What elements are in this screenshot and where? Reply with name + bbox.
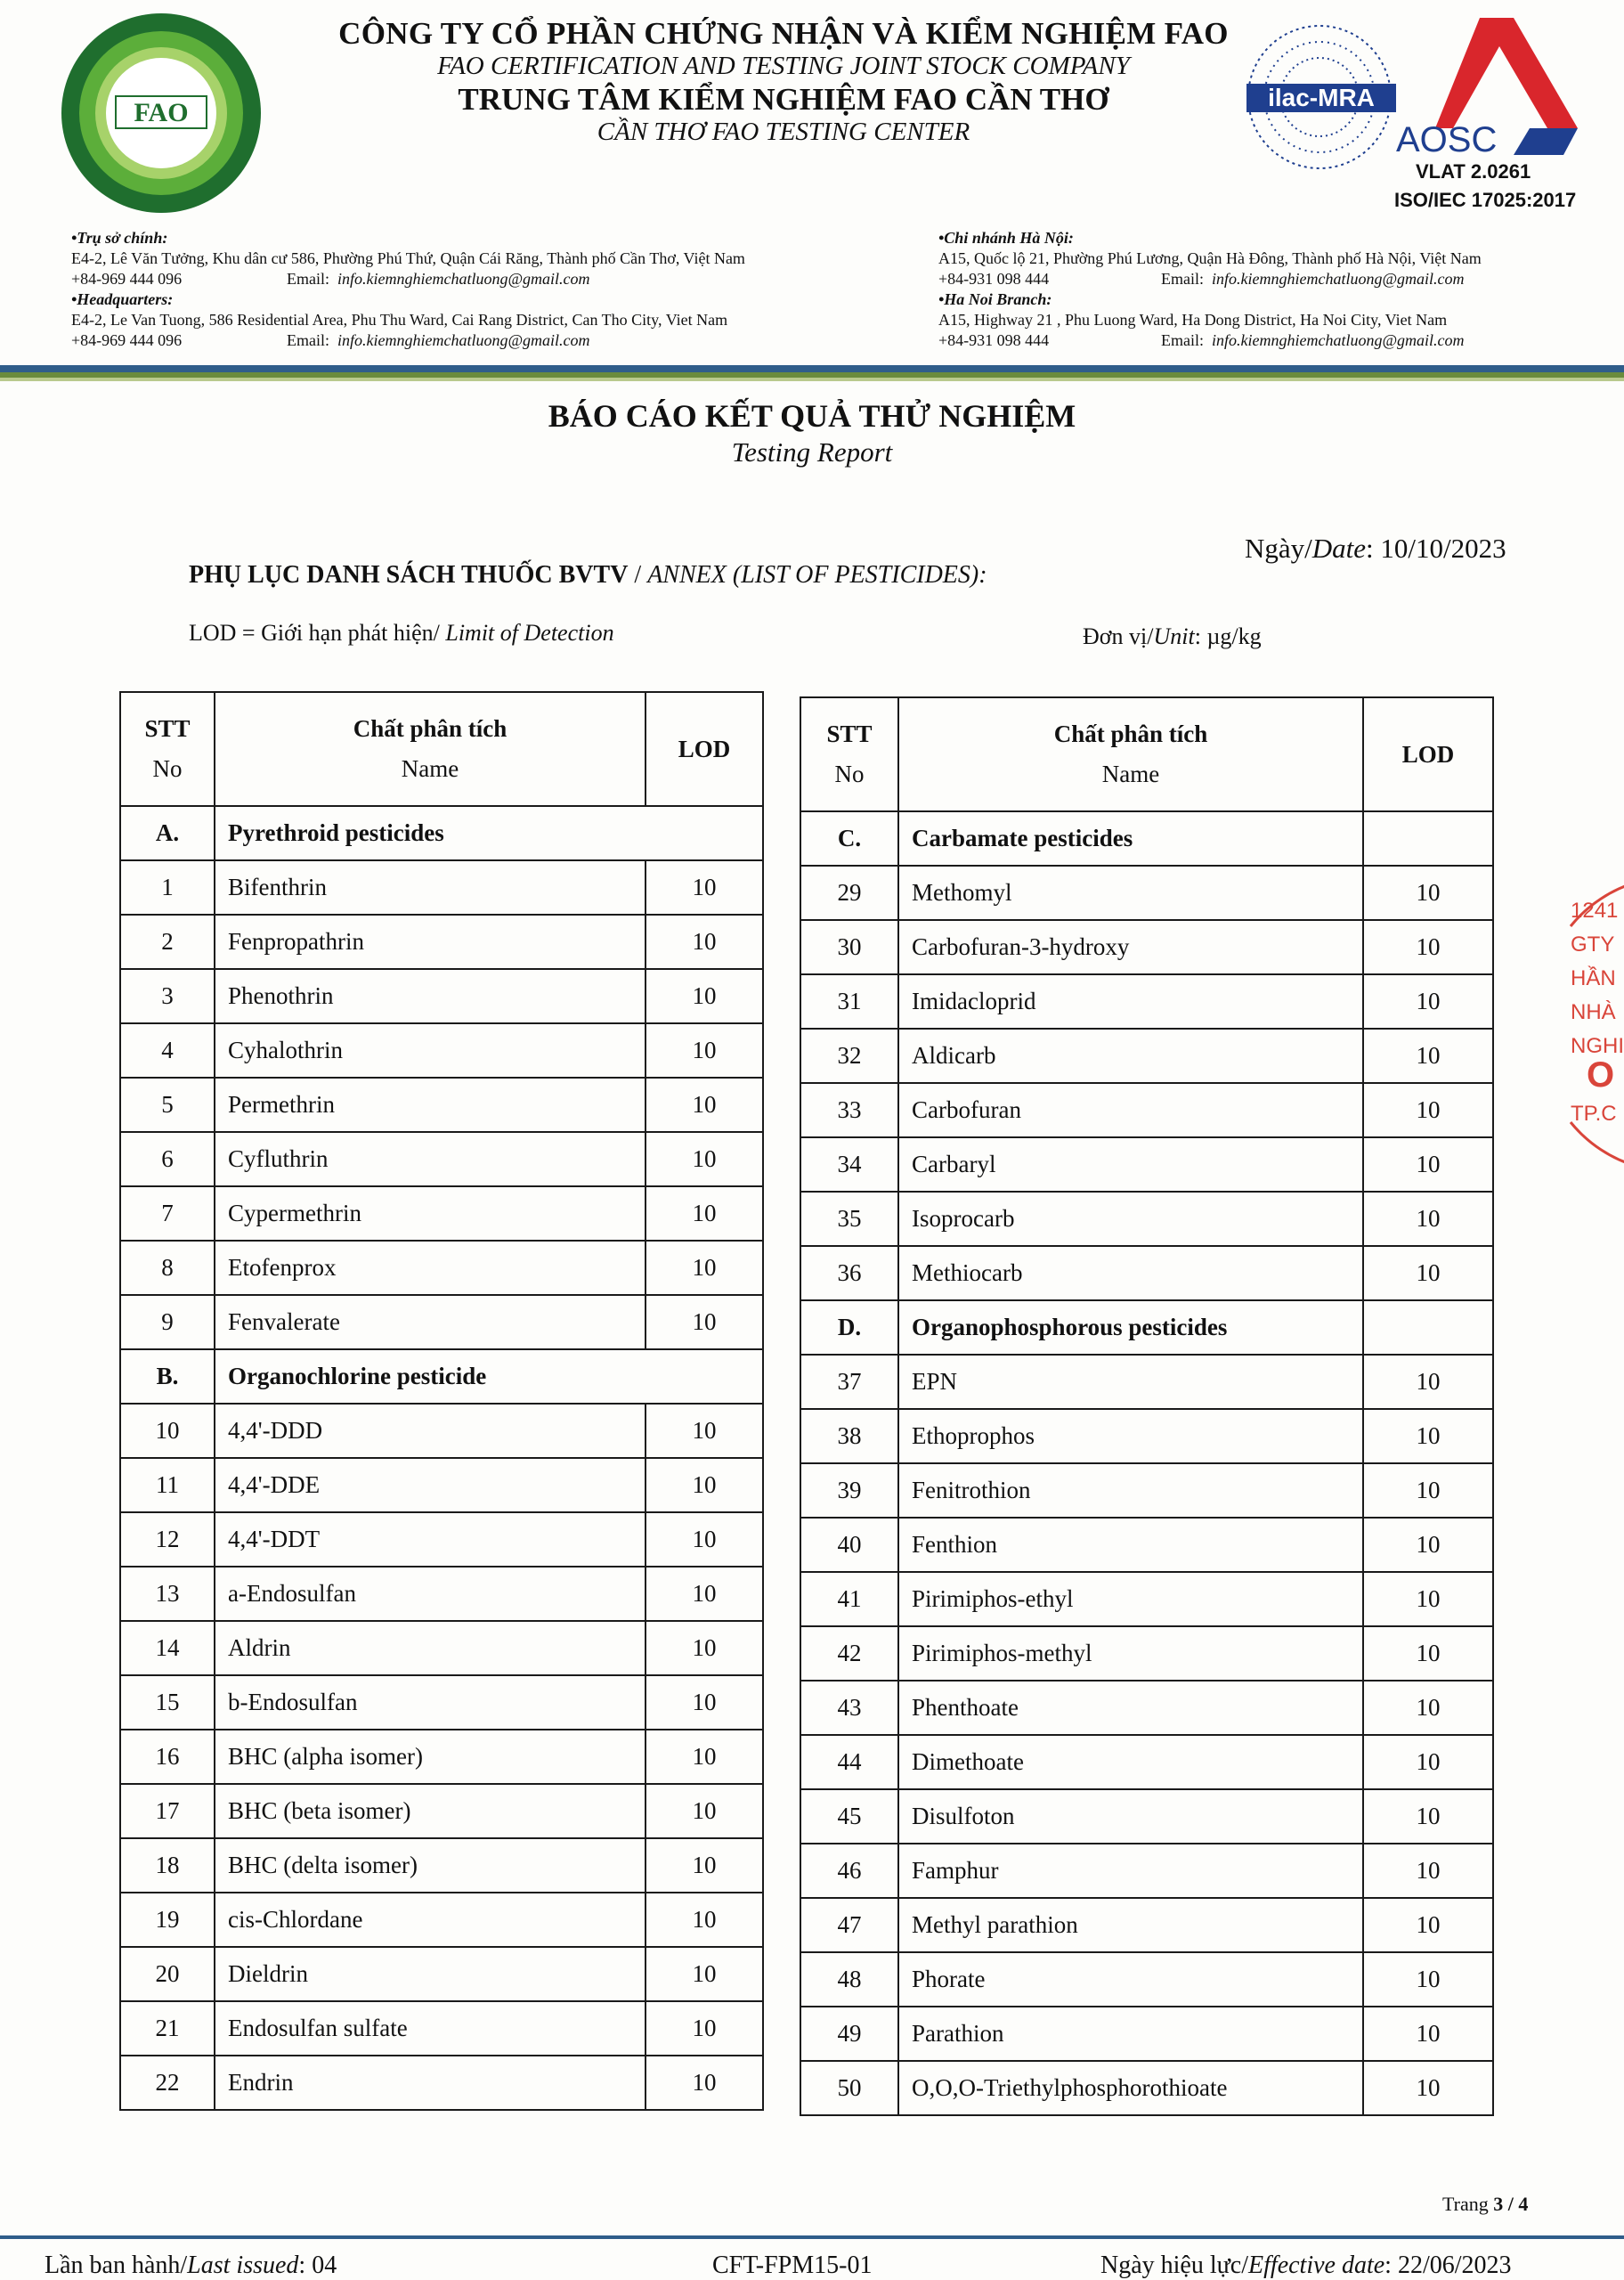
table-row <box>120 1404 763 1458</box>
cell-no: 13 <box>120 1567 215 1621</box>
annex-vi: PHỤ LỤC DANH SÁCH THUỐC BVTV <box>189 561 629 589</box>
cell-no: 2 <box>120 915 215 969</box>
fao-logo <box>59 11 264 216</box>
cell-name: Cyfluthrin <box>215 1132 646 1186</box>
cell-no: 18 <box>120 1838 215 1893</box>
annex-sep: / <box>628 561 648 589</box>
table-row <box>120 1838 763 1893</box>
cell-lod: 10 <box>1363 2061 1493 2115</box>
annex-en: ANNEX (LIST OF PESTICIDES): <box>647 561 987 589</box>
hq-en-address: E4-2, Le Van Tuong, 586 Residential Area, Phu Thu Ward, Cai Rang District, Can Tho City, Viet Nam <box>71 311 728 329</box>
cell-lod: 10 <box>646 1567 763 1621</box>
cell-name: 4,4'-DDE <box>215 1458 646 1512</box>
table-header-row <box>120 692 763 806</box>
table-row <box>800 1844 1493 1898</box>
table-row <box>800 2007 1493 2061</box>
table-row <box>800 1681 1493 1735</box>
cell-name: Disulfoton <box>898 1789 1363 1844</box>
cell-no: 49 <box>800 2007 898 2061</box>
section-row <box>120 806 763 860</box>
cell-name: BHC (alpha isomer) <box>215 1730 646 1784</box>
cell-no: 14 <box>120 1621 215 1675</box>
cell-name: Methomyl <box>898 866 1363 920</box>
stamp-text: NGHI <box>1571 1034 1624 1058</box>
section-lod-empty <box>1363 811 1493 866</box>
cell-name: Parathion <box>898 2007 1363 2061</box>
report-title-vi: BÁO CÁO KẾT QUẢ THỬ NGHIỆM <box>548 398 1076 434</box>
section-row <box>800 811 1493 866</box>
hn-en-phone: +84-931 098 444 <box>938 331 1050 349</box>
cell-no: 8 <box>120 1241 215 1295</box>
cell-no: 5 <box>120 1078 215 1132</box>
col-header-name: Chất phân tích Name <box>215 692 646 806</box>
cell-name: Fenpropathrin <box>215 915 646 969</box>
cell-name: Aldicarb <box>898 1029 1363 1083</box>
stamp-text: O <box>1587 1055 1615 1095</box>
hq-en-label: •Headquarters: <box>71 290 174 308</box>
cell-name: Aldrin <box>215 1621 646 1675</box>
page-label: Trang <box>1442 2193 1494 2215</box>
cell-lod: 10 <box>1363 1137 1493 1192</box>
cell-name: BHC (beta isomer) <box>215 1784 646 1838</box>
col-header-no: STT No <box>800 697 898 811</box>
cell-no: 33 <box>800 1083 898 1137</box>
table-row <box>800 1626 1493 1681</box>
stamp-text: 1241 <box>1571 899 1619 923</box>
cell-name: Carbofuran <box>898 1083 1363 1137</box>
svg-text:AOSC: AOSC <box>1396 120 1498 159</box>
unit-value: : µg/kg <box>1194 623 1262 649</box>
hq-en-phone: +84-969 444 096 <box>71 331 183 349</box>
stamp-text: NHÀ <box>1571 1000 1616 1024</box>
stamp-text: HẦN <box>1571 966 1616 990</box>
table-header-row <box>800 697 1493 811</box>
cell-name: BHC (delta isomer) <box>215 1838 646 1893</box>
cell-lod: 10 <box>646 1132 763 1186</box>
table-row <box>800 1463 1493 1518</box>
date-label-vi: Ngày/ <box>1245 533 1312 564</box>
pesticide-table-left <box>119 691 764 2111</box>
cell-no: 17 <box>120 1784 215 1838</box>
company-name-en: FAO CERTIFICATION AND TESTING JOINT STOCK COMPANY <box>437 52 1130 80</box>
cell-no: 15 <box>120 1675 215 1730</box>
cell-name: Fenvalerate <box>215 1295 646 1349</box>
cell-lod: 10 <box>646 1186 763 1241</box>
section-letter: C. <box>800 811 898 866</box>
table-row <box>800 1898 1493 1952</box>
page-number <box>1442 2193 1528 2216</box>
hn-en-email: info.kiemnghiemchatluong@gmail.com <box>1212 331 1465 349</box>
page-value: 3 / 4 <box>1493 2193 1529 2215</box>
cell-no: 31 <box>800 974 898 1029</box>
cell-no: 34 <box>800 1137 898 1192</box>
table-row <box>120 1893 763 1947</box>
table-row <box>120 2056 763 2110</box>
cell-no: 40 <box>800 1518 898 1572</box>
cell-no: 47 <box>800 1898 898 1952</box>
cell-name: Etofenprox <box>215 1241 646 1295</box>
cell-lod: 10 <box>1363 1518 1493 1572</box>
cell-no: 12 <box>120 1512 215 1567</box>
cell-no: 22 <box>120 2056 215 2110</box>
cell-lod: 10 <box>1363 974 1493 1029</box>
svg-text:ISO/IEC 17025:2017: ISO/IEC 17025:2017 <box>1394 189 1577 211</box>
table-row <box>120 1186 763 1241</box>
cell-name: Carbaryl <box>898 1137 1363 1192</box>
cell-lod: 10 <box>1363 1192 1493 1246</box>
hn-vi-phone: +84-931 098 444 <box>938 270 1050 288</box>
cell-lod: 10 <box>646 1947 763 2001</box>
cell-lod: 10 <box>1363 1572 1493 1626</box>
table-row <box>800 1192 1493 1246</box>
hn-vi-label: •Chi nhánh Hà Nội: <box>938 229 1074 247</box>
hq-vi-label: •Trụ sở chính: <box>71 229 168 247</box>
cell-name: b-Endosulfan <box>215 1675 646 1730</box>
section-letter: D. <box>800 1300 898 1355</box>
section-title: Pyrethroid pesticides <box>215 806 763 860</box>
cell-no: 30 <box>800 920 898 974</box>
hq-en-email-label: Email: <box>287 331 329 349</box>
accreditation-logos <box>1246 12 1585 213</box>
cell-lod: 10 <box>1363 2007 1493 2061</box>
section-row <box>800 1300 1493 1355</box>
cell-name: Carbofuran-3-hydroxy <box>898 920 1363 974</box>
col-header-no: STT No <box>120 692 215 806</box>
cell-name: Phenthoate <box>898 1681 1363 1735</box>
table-row <box>120 1241 763 1295</box>
footer-effective-date: Ngày hiệu lực/Effective date: 22/06/2023 <box>1100 2252 1512 2279</box>
cell-lod: 10 <box>646 1621 763 1675</box>
cell-name: Endrin <box>215 2056 646 2110</box>
cell-no: 46 <box>800 1844 898 1898</box>
cell-lod: 10 <box>1363 1083 1493 1137</box>
cell-name: Pirimiphos-methyl <box>898 1626 1363 1681</box>
center-name-en: CẦN THƠ FAO TESTING CENTER <box>597 118 970 146</box>
cell-name: Dimethoate <box>898 1735 1363 1789</box>
cell-lod: 10 <box>1363 866 1493 920</box>
cell-lod: 10 <box>646 860 763 915</box>
date-label-en: Date <box>1311 533 1367 564</box>
cell-lod: 10 <box>1363 1409 1493 1463</box>
cell-name: Isoprocarb <box>898 1192 1363 1246</box>
cell-no: 35 <box>800 1192 898 1246</box>
hq-vi-address: E4-2, Lê Văn Tưởng, Khu dân cư 586, Phường Phú Thứ, Quận Cái Răng, Thành phố Cần Thơ, Việt Nam <box>71 249 745 267</box>
table-row <box>120 1078 763 1132</box>
footer-rule <box>0 2235 1624 2239</box>
table-row <box>800 866 1493 920</box>
table-row <box>120 2001 763 2056</box>
cell-no: 29 <box>800 866 898 920</box>
svg-text:FAO: FAO <box>134 98 189 127</box>
cell-name: Methyl parathion <box>898 1898 1363 1952</box>
table-row <box>800 1029 1493 1083</box>
cell-name: 4,4'-DDT <box>215 1512 646 1567</box>
cell-lod: 10 <box>646 1404 763 1458</box>
cell-lod: 10 <box>1363 1029 1493 1083</box>
table-row <box>800 920 1493 974</box>
cell-name: Cyhalothrin <box>215 1023 646 1078</box>
cell-name: Bifenthrin <box>215 860 646 915</box>
table-row <box>800 1355 1493 1409</box>
cell-no: 20 <box>120 1947 215 2001</box>
cell-lod: 10 <box>646 2001 763 2056</box>
company-name-vi: CÔNG TY CỔ PHẦN CHỨNG NHẬN VÀ KIỂM NGHIỆM FAO <box>338 16 1229 51</box>
cell-name: Dieldrin <box>215 1947 646 2001</box>
cell-no: 4 <box>120 1023 215 1078</box>
cell-lod: 10 <box>1363 1355 1493 1409</box>
hq-vi-email-label: Email: <box>287 270 329 288</box>
unit-label-vi: Đơn vị/ <box>1083 623 1154 649</box>
unit-label <box>1083 623 1262 650</box>
cell-lod: 10 <box>1363 1735 1493 1789</box>
table-row <box>120 1023 763 1078</box>
cell-name: Fenthion <box>898 1518 1363 1572</box>
section-lod-empty <box>1363 1300 1493 1355</box>
cell-no: 6 <box>120 1132 215 1186</box>
official-stamp-fragment <box>1567 873 1624 1176</box>
cell-lod: 10 <box>1363 1626 1493 1681</box>
cell-no: 7 <box>120 1186 215 1241</box>
cell-lod: 10 <box>1363 1681 1493 1735</box>
hn-en-label: •Ha Noi Branch: <box>938 290 1052 308</box>
cell-lod: 10 <box>646 969 763 1023</box>
stamp-text: GTY <box>1571 932 1615 957</box>
table-row <box>120 1621 763 1675</box>
cell-no: 41 <box>800 1572 898 1626</box>
cell-lod: 10 <box>1363 920 1493 974</box>
cell-name: O,O,O-Triethylphosphorothioate <box>898 2061 1363 2115</box>
table-row <box>800 1952 1493 2007</box>
hn-en-email-label: Email: <box>1161 331 1204 349</box>
table-row <box>120 1947 763 2001</box>
cell-lod: 10 <box>646 1241 763 1295</box>
section-title: Organophosphorous pesticides <box>898 1300 1363 1355</box>
cell-lod: 10 <box>646 2056 763 2110</box>
cell-lod: 10 <box>646 1023 763 1078</box>
report-date <box>1245 533 1506 565</box>
cell-name: Famphur <box>898 1844 1363 1898</box>
table-row <box>120 1512 763 1567</box>
cell-name: Endosulfan sulfate <box>215 2001 646 2056</box>
section-title: Organochlorine pesticide <box>215 1349 763 1404</box>
table-row <box>120 915 763 969</box>
cell-name: 4,4'-DDD <box>215 1404 646 1458</box>
cell-no: 10 <box>120 1404 215 1458</box>
cell-name: Permethrin <box>215 1078 646 1132</box>
report-title-en: Testing Report <box>731 436 893 468</box>
table-row <box>800 1735 1493 1789</box>
address-block-hq <box>71 228 745 351</box>
cell-lod: 10 <box>1363 1844 1493 1898</box>
cell-no: 3 <box>120 969 215 1023</box>
table-row <box>120 1675 763 1730</box>
cell-lod: 10 <box>1363 1463 1493 1518</box>
table-row <box>800 1083 1493 1137</box>
hn-vi-address: A15, Quốc lộ 21, Phường Phú Lương, Quận Hà Đông, Thành phố Hà Nội, Việt Nam <box>938 249 1482 267</box>
table-row <box>120 1730 763 1784</box>
cell-lod: 10 <box>646 1512 763 1567</box>
table-row <box>120 1458 763 1512</box>
col-header-lod: LOD <box>646 692 763 806</box>
lod-def-en: Limit of Detection <box>445 620 614 646</box>
cell-lod: 10 <box>1363 1246 1493 1300</box>
table-row <box>800 1409 1493 1463</box>
cell-lod: 10 <box>646 1458 763 1512</box>
cell-lod: 10 <box>646 1838 763 1893</box>
cell-name: Ethoprophos <box>898 1409 1363 1463</box>
cell-no: 44 <box>800 1735 898 1789</box>
cell-no: 21 <box>120 2001 215 2056</box>
aosc-logo <box>1394 18 1578 211</box>
center-name-vi: TRUNG TÂM KIỂM NGHIỆM FAO CẦN THƠ <box>458 82 1109 117</box>
footer-issued: Lần ban hành/Last issued: 04 <box>45 2252 337 2279</box>
address-block-hanoi <box>938 228 1482 351</box>
table-row <box>800 2061 1493 2115</box>
table-row <box>120 1567 763 1621</box>
cell-no: 16 <box>120 1730 215 1784</box>
table-row <box>120 1295 763 1349</box>
hn-vi-email-label: Email: <box>1161 270 1204 288</box>
section-title: Carbamate pesticides <box>898 811 1363 866</box>
cell-lod: 10 <box>1363 1789 1493 1844</box>
cell-lod: 10 <box>646 1893 763 1947</box>
cell-name: cis-Chlordane <box>215 1893 646 1947</box>
unit-label-en: Unit <box>1153 623 1195 649</box>
table-row <box>120 1132 763 1186</box>
cell-lod: 10 <box>646 1078 763 1132</box>
svg-text:ilac-MRA: ilac-MRA <box>1268 84 1375 111</box>
cell-no: 48 <box>800 1952 898 2007</box>
table-row <box>800 1789 1493 1844</box>
lod-definition <box>189 620 614 647</box>
cell-name: Imidacloprid <box>898 974 1363 1029</box>
hq-vi-phone: +84-969 444 096 <box>71 270 183 288</box>
cell-lod: 10 <box>1363 1952 1493 2007</box>
hq-en-email: info.kiemnghiemchatluong@gmail.com <box>337 331 590 349</box>
cell-name: Fenitrothion <box>898 1463 1363 1518</box>
section-row <box>120 1349 763 1404</box>
header-divider-band-light <box>0 378 1624 381</box>
cell-lod: 10 <box>1363 1898 1493 1952</box>
stamp-text: TP.C <box>1571 1102 1617 1126</box>
cell-name: Pirimiphos-ethyl <box>898 1572 1363 1626</box>
cell-name: Cypermethrin <box>215 1186 646 1241</box>
cell-no: 37 <box>800 1355 898 1409</box>
cell-no: 11 <box>120 1458 215 1512</box>
cell-name: Phenothrin <box>215 969 646 1023</box>
table-row <box>800 1137 1493 1192</box>
table-row <box>800 1572 1493 1626</box>
cell-lod: 10 <box>646 1730 763 1784</box>
cell-lod: 10 <box>646 1675 763 1730</box>
cell-no: 36 <box>800 1246 898 1300</box>
cell-name: Phorate <box>898 1952 1363 2007</box>
hn-en-address: A15, Highway 21 , Phu Luong Ward, Ha Dong District, Ha Noi City, Viet Nam <box>938 311 1448 329</box>
table-row <box>120 860 763 915</box>
table-row <box>120 969 763 1023</box>
cell-lod: 10 <box>646 1295 763 1349</box>
cell-name: Methiocarb <box>898 1246 1363 1300</box>
cell-lod: 10 <box>646 1784 763 1838</box>
footer-form-code: CFT-FPM15-01 <box>712 2252 873 2279</box>
pesticide-table-right <box>800 696 1494 2116</box>
cell-no: 43 <box>800 1681 898 1735</box>
lod-def-vi: LOD = Giới hạn phát hiện/ <box>189 620 446 646</box>
cell-no: 45 <box>800 1789 898 1844</box>
col-header-name: Chất phân tích Name <box>898 697 1363 811</box>
cell-no: 38 <box>800 1409 898 1463</box>
cell-no: 42 <box>800 1626 898 1681</box>
cell-lod: 10 <box>646 915 763 969</box>
col-header-lod: LOD <box>1363 697 1493 811</box>
cell-no: 9 <box>120 1295 215 1349</box>
table-row <box>800 1246 1493 1300</box>
cell-no: 39 <box>800 1463 898 1518</box>
cell-no: 32 <box>800 1029 898 1083</box>
cell-no: 50 <box>800 2061 898 2115</box>
hn-vi-email: info.kiemnghiemchatluong@gmail.com <box>1212 270 1465 288</box>
annex-heading <box>189 561 987 590</box>
cell-no: 19 <box>120 1893 215 1947</box>
ilac-mra-logo <box>1246 26 1396 168</box>
cell-no: 1 <box>120 860 215 915</box>
table-row <box>120 1784 763 1838</box>
cell-name: a-Endosulfan <box>215 1567 646 1621</box>
section-letter: A. <box>120 806 215 860</box>
section-letter: B. <box>120 1349 215 1404</box>
table-row <box>800 974 1493 1029</box>
date-value: : 10/10/2023 <box>1366 533 1506 564</box>
table-row <box>800 1518 1493 1572</box>
svg-text:VLAT 2.0261: VLAT 2.0261 <box>1416 160 1531 183</box>
hq-vi-email: info.kiemnghiemchatluong@gmail.com <box>337 270 590 288</box>
header-divider-band <box>0 365 1624 372</box>
cell-name: EPN <box>898 1355 1363 1409</box>
